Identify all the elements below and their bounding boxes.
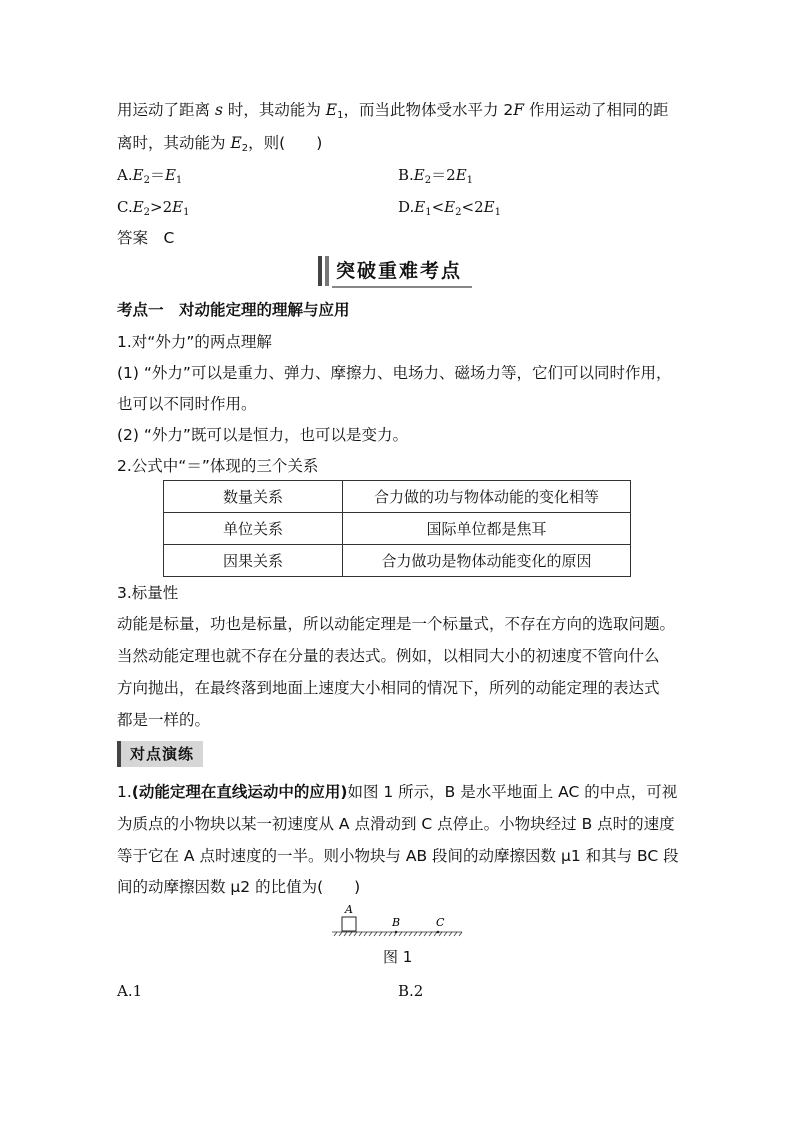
var: E (164, 166, 176, 184)
var: E (172, 198, 184, 216)
table-key: 单位关系 (164, 513, 343, 545)
point-2-title: 2.公式中“＝”体现的三个关系 (117, 457, 319, 475)
intro-text: 用运动了距离 (117, 101, 215, 119)
sub: 1 (494, 207, 501, 218)
var-s: s (214, 101, 223, 119)
practice-title: 对点演练 (130, 745, 195, 763)
option-prefix: C. (117, 198, 133, 216)
option-B[interactable] (398, 165, 473, 191)
table-key: 因果关系 (164, 545, 343, 577)
point-1-item-1: (1) “外力”可以是重力、弹力、摩擦力、电场力、磁场力等，它们可以同时作用， (117, 364, 672, 382)
question-line-2: 为质点的小物块以某一初速度从 A 点滑动到 C 点停止。小物块经过 B 点时的速度 (117, 815, 675, 833)
sub: 1 (466, 175, 474, 186)
intro-line-2 (117, 132, 322, 160)
var-E1: E (325, 101, 338, 119)
table-value: 合力做功是物体动能变化的原因 (343, 545, 631, 577)
intro-text: ，而当此物体受水平力 2 (343, 101, 514, 119)
option-prefix: B. (398, 166, 414, 184)
op: > (150, 198, 163, 216)
point-3-line: 都是一样的。 (117, 711, 211, 729)
label-A: A (345, 903, 353, 916)
intro-text: ，则( ) (248, 134, 323, 152)
var-F: F (513, 101, 525, 119)
point-1-title: 1.对“外力”的两点理解 (117, 333, 272, 351)
sub: 2 (424, 175, 432, 186)
label-B: B (392, 916, 401, 929)
question-text: 如图 1 所示，B 是水平地面上 AC 的中点，可视 (347, 783, 678, 801)
intro-text: 时，其动能为 (222, 101, 326, 119)
q-option-A[interactable]: A.1 (117, 982, 143, 1000)
table-row (164, 545, 631, 577)
q-option-B[interactable]: B.2 (398, 982, 424, 1000)
var: E (132, 166, 144, 184)
relation-table (163, 480, 631, 577)
option-prefix: A. (117, 166, 133, 184)
var: E (413, 166, 425, 184)
table-value: 合力做的功与物体动能的变化相等 (343, 481, 631, 513)
sub: 2 (143, 207, 151, 218)
point-B-dot (395, 931, 398, 934)
figure-1-diagram (330, 900, 464, 940)
sub: 1 (425, 207, 432, 218)
var: E (455, 166, 467, 184)
point-3-title: 3.标量性 (117, 584, 179, 602)
banner-bar (318, 256, 322, 286)
op: ＝ (431, 166, 447, 184)
var: E (444, 198, 456, 216)
banner-bar (325, 256, 329, 286)
table-row (164, 481, 631, 513)
question-line-3: 等于它在 A 点时速度的一半。则小物块与 AB 段间的动摩擦因数 μ1 和其与 BC 段 (117, 847, 679, 865)
intro-text: 离时，其动能为 (117, 134, 231, 152)
question-line-4: 间的动摩擦因数 μ2 的比值为( ) (117, 878, 361, 896)
coef: 2 (446, 166, 456, 184)
sub: 1 (175, 175, 183, 186)
block (342, 917, 356, 931)
sub: 1 (183, 207, 190, 218)
point-C-dot (437, 931, 440, 934)
option-C[interactable] (117, 197, 190, 223)
option-prefix: D. (398, 198, 415, 216)
intro-line-1 (117, 99, 668, 127)
var: E (483, 198, 495, 216)
answer-line: 答案 C (117, 229, 175, 247)
point-3-line: 动能是标量，功也是标量，所以动能定理是一个标量式，不存在方向的选取问题。 (117, 615, 676, 633)
op: ＝ (149, 166, 165, 184)
sub: 2 (143, 175, 150, 186)
figure-caption: 图 1 (383, 948, 413, 966)
point-3-line: 当然动能定理也就不存在分量的表达式。例如，以相同大小的初速度不管向什么 (117, 647, 660, 665)
sub: 1 (337, 110, 344, 121)
label-C: C (436, 916, 445, 929)
table-key: 数量关系 (164, 481, 343, 513)
table-row (164, 513, 631, 545)
practice-label (117, 741, 203, 767)
op: < (431, 198, 445, 216)
question-topic: (动能定理在直线运动中的应用) (131, 783, 348, 801)
section-banner (318, 256, 472, 286)
banner-underline (332, 286, 472, 288)
question-line-1 (117, 781, 677, 803)
kaodian-heading: 考点一 对动能定理的理解与应用 (117, 301, 350, 319)
table-value: 国际单位都是焦耳 (343, 513, 631, 545)
practice-bar (117, 741, 121, 767)
option-A[interactable] (117, 165, 182, 191)
point-1-item-2: (2) “外力”既可以是恒力，也可以是变力。 (117, 426, 408, 444)
point-1-item-1-cont: 也可以不同时作用。 (117, 395, 257, 413)
coef: 2 (162, 198, 173, 216)
sub: 2 (241, 143, 249, 154)
op: <2 (461, 198, 484, 216)
var-E2: E (230, 134, 242, 152)
option-D[interactable] (398, 197, 501, 223)
intro-text: 作用运动了相同的距 (524, 101, 669, 119)
var: E (414, 198, 426, 216)
question-number: 1. (117, 783, 132, 801)
banner-title: 突破重难考点 (336, 260, 463, 282)
var: E (132, 198, 144, 216)
sub: 2 (455, 207, 462, 218)
point-3-line: 方向抛出，在最终落到地面上速度大小相同的情况下，所列的动能定理的表达式 (117, 679, 660, 697)
